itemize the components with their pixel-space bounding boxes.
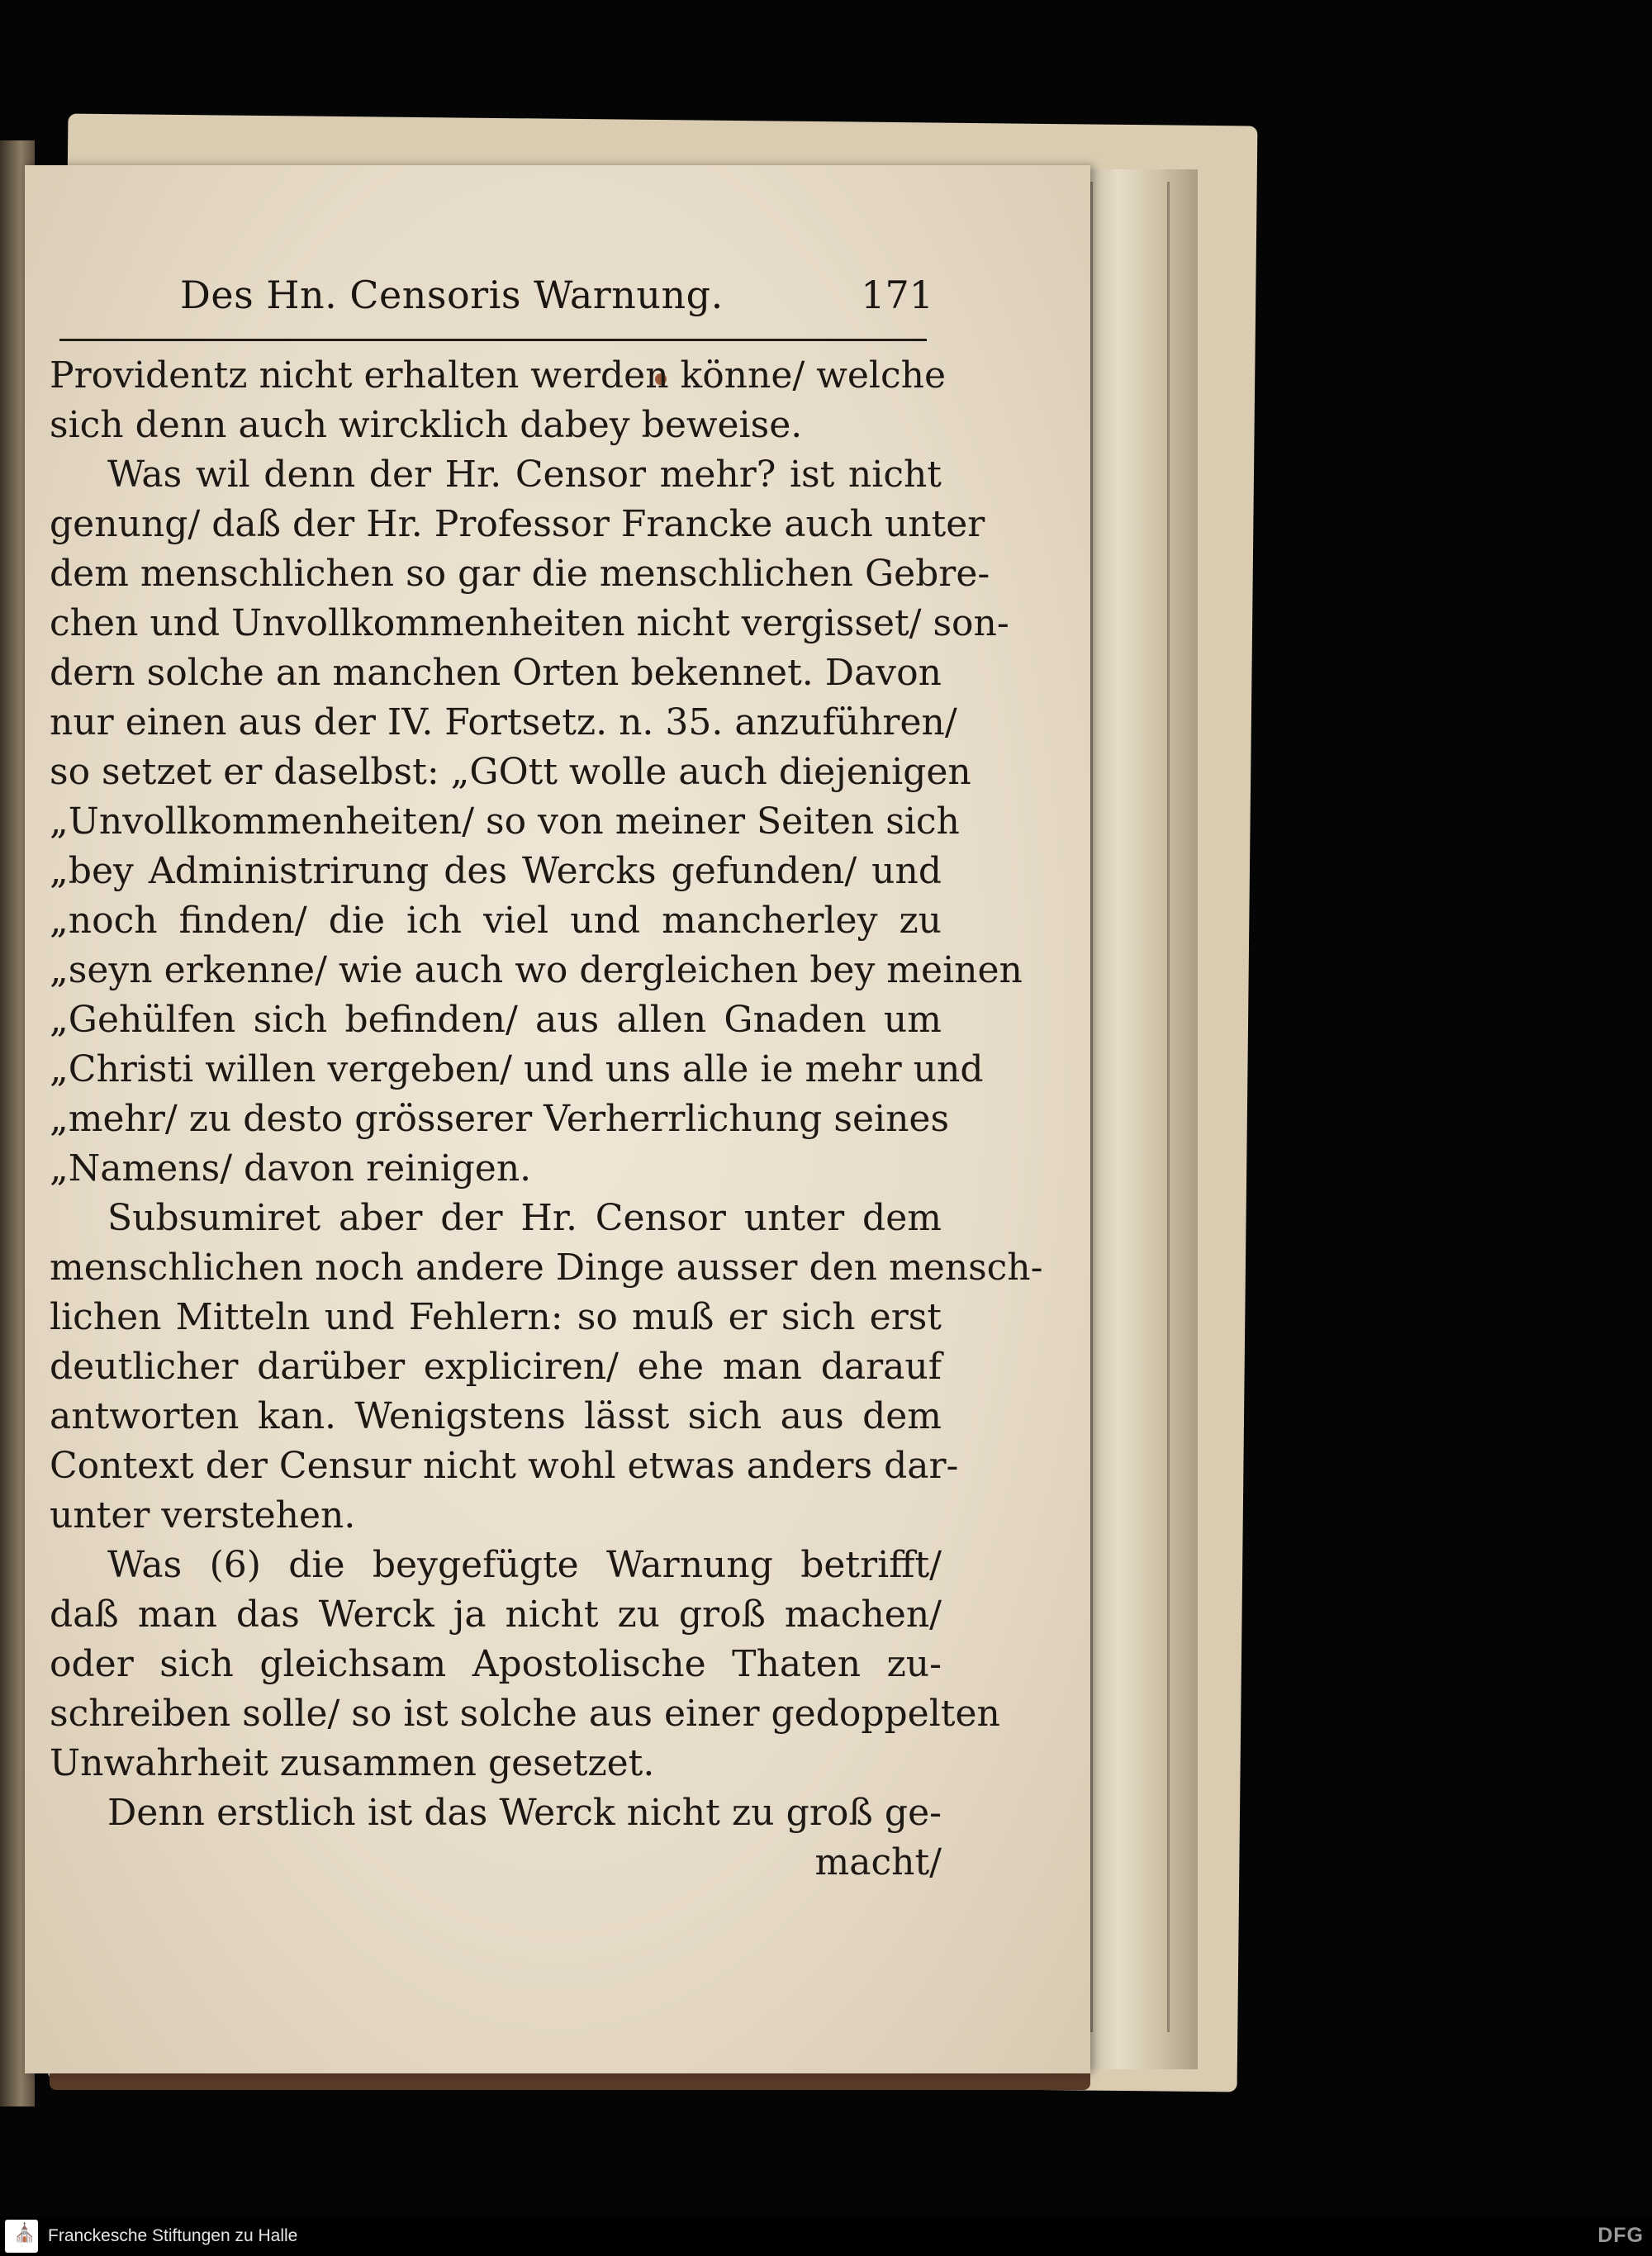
text-line: „seyn erkenne/ wie auch wo dergleichen bey meinen [50, 949, 1023, 991]
text-line: daß man das Werck ja nicht zu groß machen/ [50, 1593, 942, 1636]
page-edges-inner [1090, 182, 1170, 2032]
text-line: lichen Mitteln und Fehlern: so muß er sich erst [50, 1296, 942, 1338]
text-line: Subsumiret aber der Hr. Censor unter dem [107, 1197, 942, 1239]
running-head [140, 273, 933, 322]
dfg-logo[interactable]: DFG [1597, 2224, 1644, 2247]
text-line: „mehr/ zu desto grösserer Verherrlichung seines [50, 1098, 950, 1140]
text-line: chen und Unvollkommenheiten nicht vergisset/ son- [50, 602, 1009, 644]
institution-logo-icon[interactable] [5, 2220, 38, 2253]
text-line: deutlicher darüber expliciren/ ehe man darauf [50, 1346, 942, 1388]
text-line: sich denn auch wircklich dabey beweise. [50, 404, 803, 446]
text-line: „Unvollkommenheiten/ so von meiner Seiten sich [50, 800, 960, 843]
text-line: schreiben solle/ so ist solche aus einer gedoppelten [50, 1693, 1000, 1735]
text-line: Was (6) die beygefügte Warnung betrifft/ [107, 1544, 942, 1586]
text-line: „bey Administrirung des Wercks gefunden/ und [50, 850, 942, 892]
text-line: nur einen aus der IV. Fortsetz. n. 35. anzuführen/ [50, 701, 957, 743]
text-line: dern solche an manchen Orten bekennet. Davon [50, 652, 942, 694]
text-line: „Christi willen vergeben/ und uns alle ie mehr und [50, 1048, 984, 1090]
text-line: „Namens/ davon reinigen. [50, 1147, 532, 1190]
running-head-title: Des Hn. Censoris Warnung. [180, 273, 724, 317]
text-line: menschlichen noch andere Dinge ausser den mensch- [50, 1247, 1043, 1289]
text-line: genung/ daß der Hr. Professor Francke auch unter [50, 503, 985, 545]
text-line: Context der Censur nicht wohl etwas anders dar- [50, 1445, 959, 1487]
text-line: Providentz nicht erhalten werden könne/ welche [50, 354, 947, 397]
header-rule [59, 339, 927, 341]
viewer-footer [0, 2216, 1652, 2256]
text-line: antworten kan. Wenigstens lässt sich aus dem [50, 1395, 942, 1437]
text-line: Was wil denn der Hr. Censor mehr? ist nicht [107, 454, 942, 496]
catchword: macht/ [814, 1841, 942, 1883]
page-number: 171 [861, 273, 933, 317]
text-line: „noch finden/ die ich viel und mancherley zu [50, 900, 942, 942]
text-line: dem menschlichen so gar die menschlichen Gebre- [50, 553, 990, 595]
text-line: unter verstehen. [50, 1494, 356, 1536]
institution-name[interactable]: Franckesche Stiftungen zu Halle [48, 2226, 298, 2245]
text-line: „Gehülfen sich befinden/ aus allen Gnaden um [50, 999, 942, 1041]
text-line: Unwahrheit zusammen gesetzet. [50, 1742, 655, 1784]
page-body [50, 351, 1043, 1888]
building-icon: ⛪ [13, 2223, 36, 2244]
text-line: so setzet er daselbst: „GOtt wolle auch diejenigen [50, 751, 971, 793]
text-line: oder sich gleichsam Apostolische Thaten zu- [50, 1643, 942, 1685]
text-line: Denn erstlich ist das Werck nicht zu groß ge- [107, 1792, 942, 1834]
